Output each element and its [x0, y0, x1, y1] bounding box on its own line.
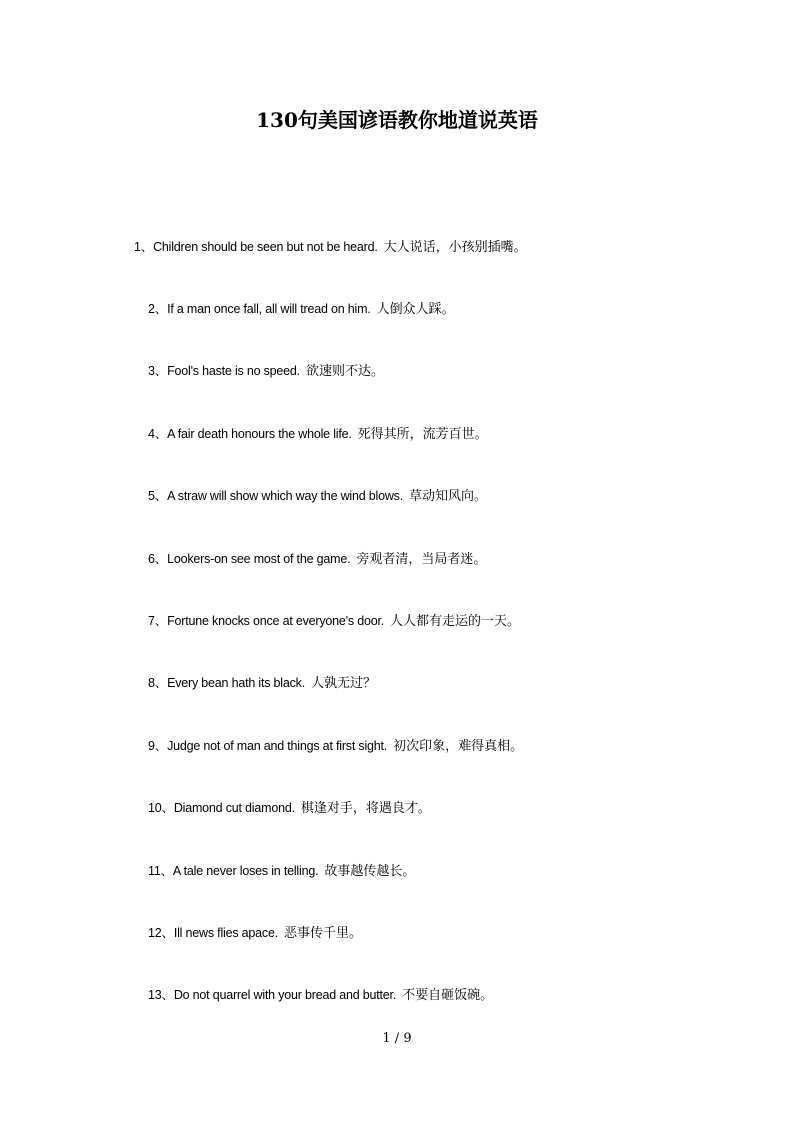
item-chinese: 人倒众人踩。 — [376, 301, 455, 316]
proverb-item-5 — [148, 487, 487, 505]
proverb-item-1 — [134, 238, 527, 256]
item-chinese: 故事越传越长。 — [324, 863, 416, 878]
item-number: 10、 — [148, 801, 174, 815]
item-chinese: 欲速则不达。 — [305, 363, 384, 378]
proverb-item-11 — [148, 862, 415, 880]
item-number: 11、 — [148, 864, 173, 878]
item-chinese: 大人说话，小孩别插嘴。 — [383, 239, 527, 254]
item-english: A straw will show which way the wind blows. — [167, 489, 403, 503]
proverb-item-6 — [148, 550, 486, 568]
item-chinese: 初次印象，难得真相。 — [393, 738, 524, 753]
item-english: Every bean hath its black. — [167, 676, 305, 690]
item-number: 2、 — [148, 302, 168, 316]
item-english: Diamond cut diamond. — [173, 801, 295, 815]
proverb-item-13 — [148, 986, 493, 1004]
item-english: Judge not of man and things at first sight. — [167, 739, 388, 753]
item-number: 5、 — [148, 489, 168, 503]
item-chinese: 死得其所，流芳百世。 — [357, 426, 488, 441]
page-number: 1 / 9 — [382, 1031, 412, 1046]
proverb-item-9 — [148, 737, 523, 755]
item-english: Fortune knocks once at everyone's door. — [167, 614, 385, 628]
item-english: Fool's haste is no speed. — [167, 364, 300, 378]
item-number: 12、 — [148, 926, 174, 940]
item-number: 13、 — [148, 988, 174, 1002]
item-chinese: 旁观者清，当局者迷。 — [356, 551, 487, 566]
item-english: Lookers-on see most of the game. — [167, 552, 351, 566]
item-chinese: 恶事传千里。 — [284, 925, 363, 940]
item-number: 7、 — [148, 614, 168, 628]
item-english: A fair death honours the whole life. — [167, 427, 352, 441]
item-chinese: 不要自砸饭碗。 — [402, 987, 494, 1002]
proverb-item-8 — [148, 674, 376, 692]
item-number: 9、 — [148, 739, 168, 753]
proverb-item-7 — [148, 612, 520, 630]
item-chinese: 人孰无过？ — [311, 675, 377, 690]
item-chinese: 棋逢对手，将遇良才。 — [300, 800, 431, 815]
proverb-item-2 — [148, 300, 455, 318]
proverb-item-4 — [148, 425, 488, 443]
item-english: Children should be seen but not be heard. — [153, 240, 378, 254]
document-title: 130句美国谚语教你地道说英语 — [256, 108, 538, 132]
item-english: Do not quarrel with your bread and butter. — [173, 988, 397, 1002]
item-chinese: 人人都有走运的一天。 — [390, 613, 521, 628]
item-number: 8、 — [148, 676, 168, 690]
item-number: 6、 — [148, 552, 168, 566]
item-number: 4、 — [148, 427, 168, 441]
item-number: 1、 — [134, 240, 154, 254]
item-english: If a man once fall, all will tread on him. — [167, 302, 371, 316]
item-english: A tale never loses in telling. — [172, 864, 319, 878]
proverb-item-10 — [148, 799, 431, 817]
proverb-item-3 — [148, 362, 384, 380]
item-chinese: 草动知风向。 — [409, 488, 488, 503]
item-english: Ill news flies apace. — [173, 926, 278, 940]
proverb-item-12 — [148, 924, 362, 942]
item-number: 3、 — [148, 364, 168, 378]
